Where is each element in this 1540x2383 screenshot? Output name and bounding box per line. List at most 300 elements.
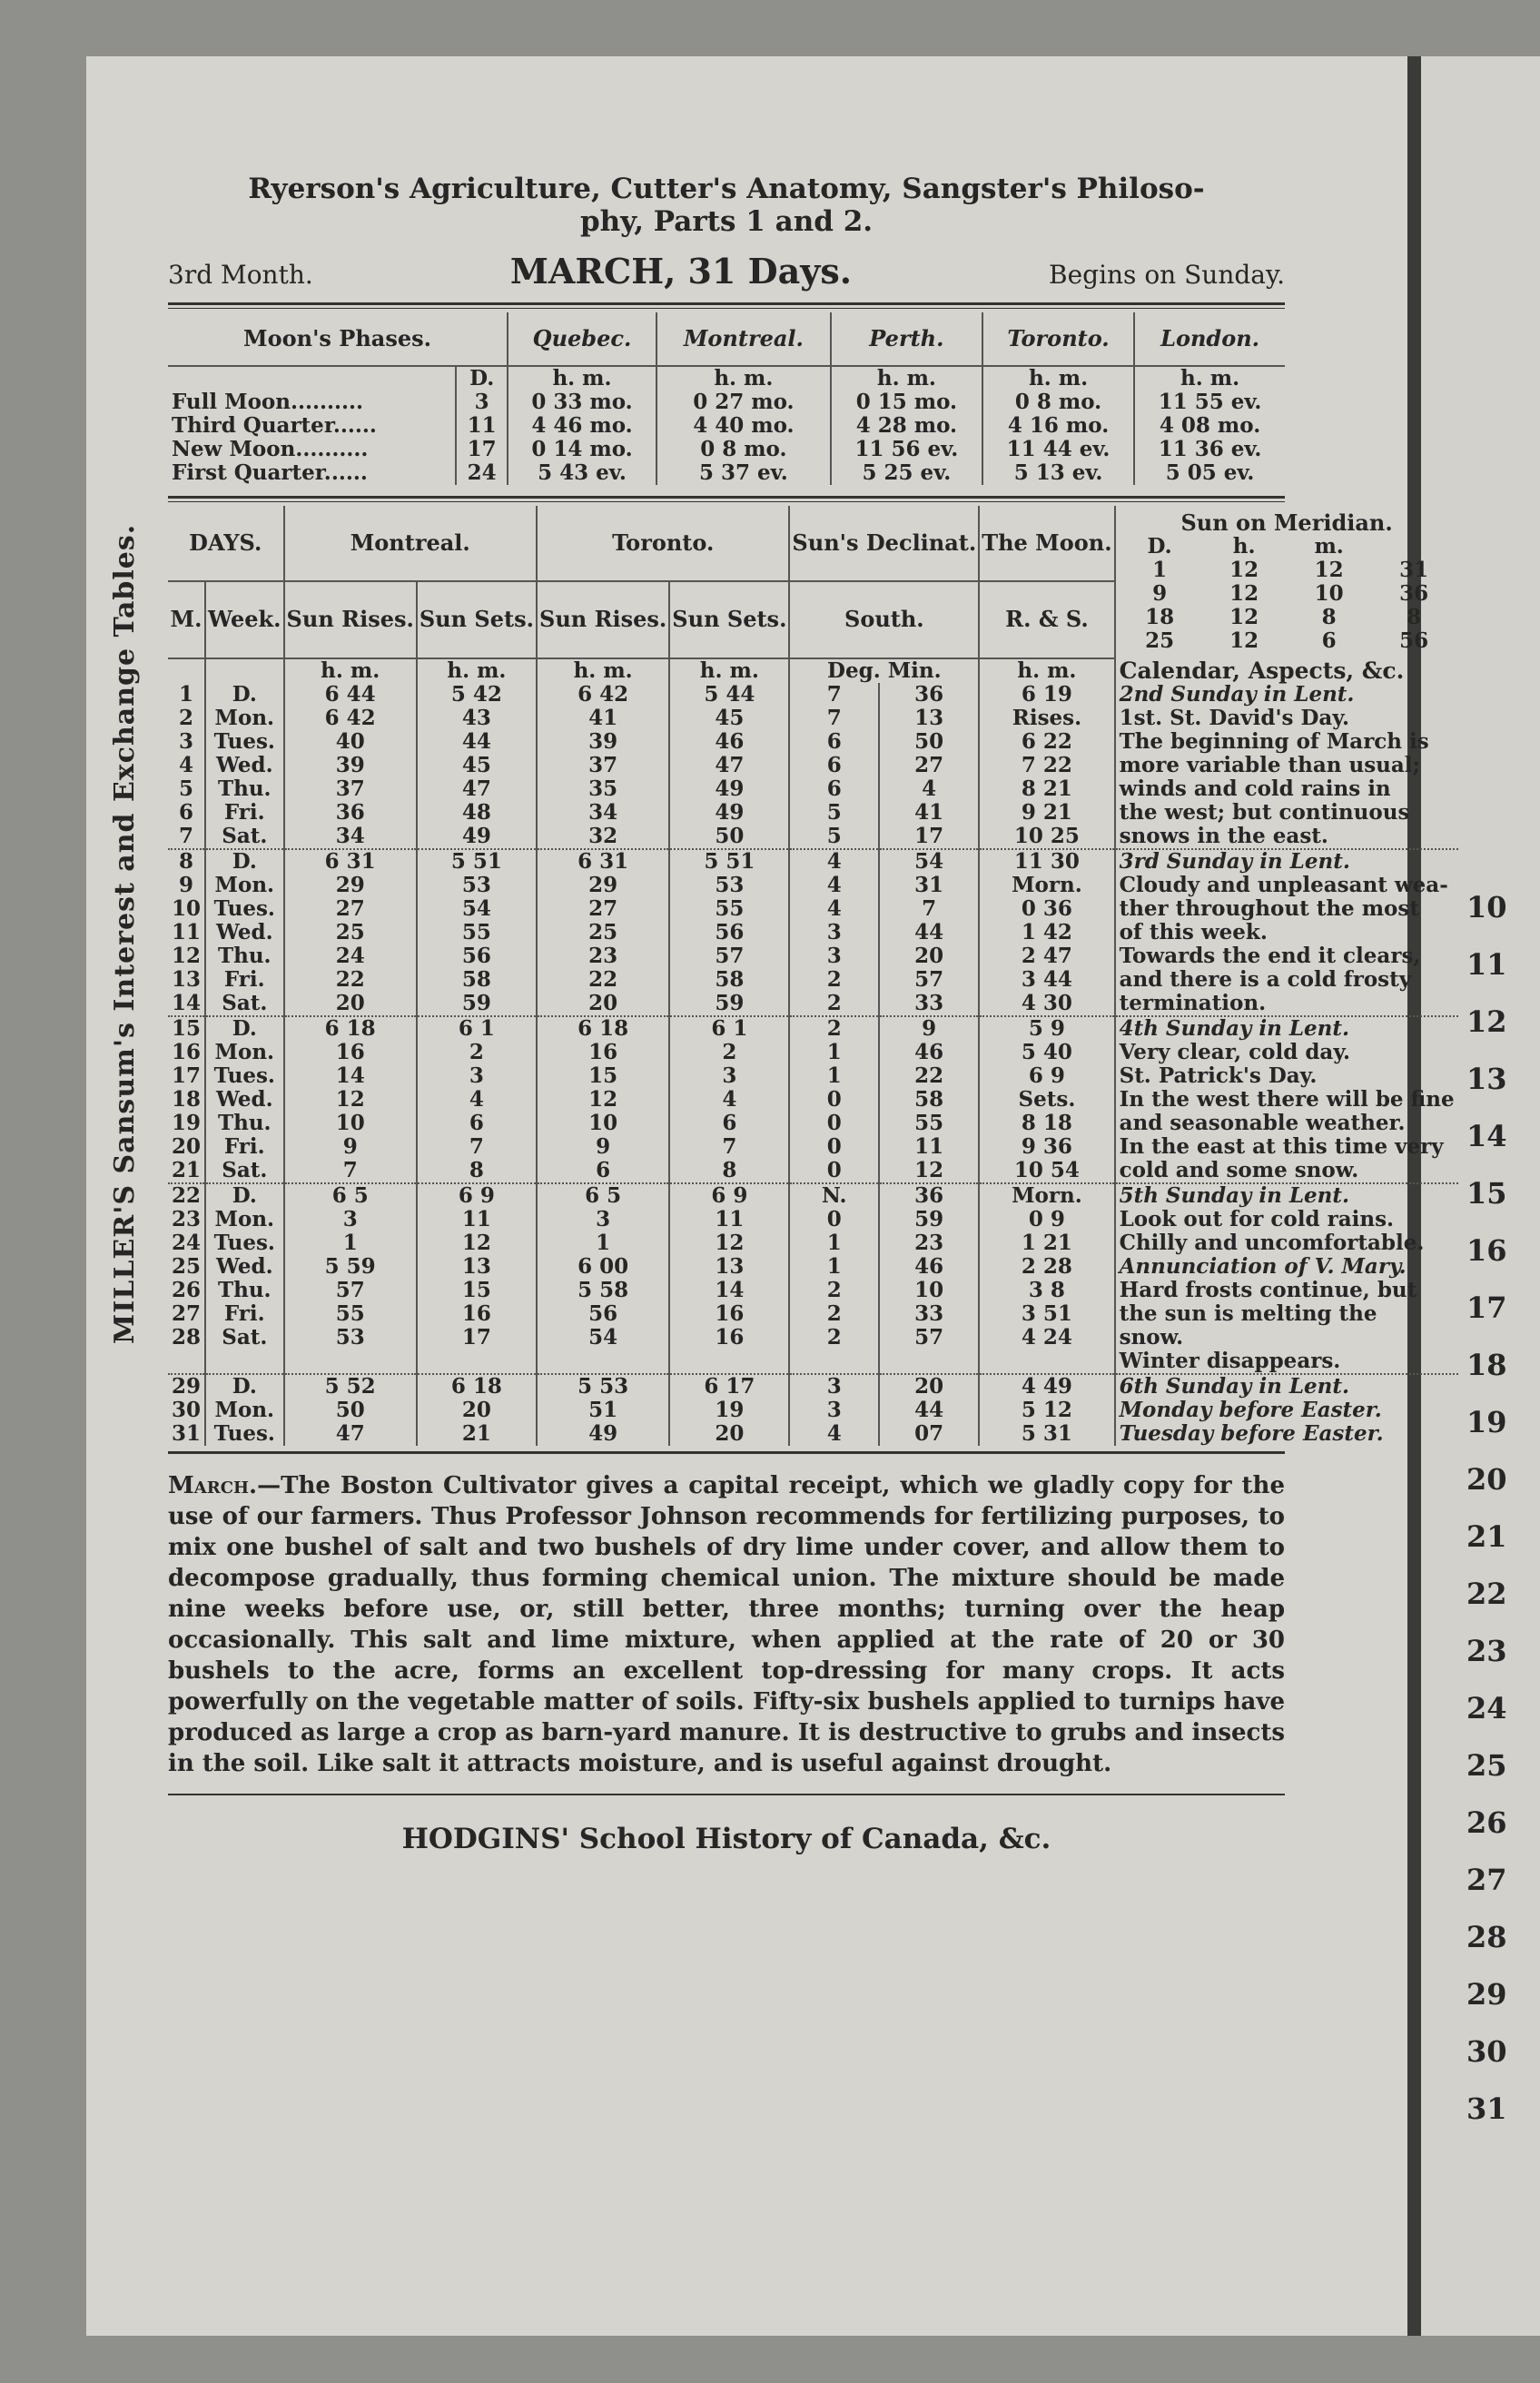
day-cell-ts: 53 <box>669 874 789 897</box>
facing-page-number: 15 <box>1466 1176 1507 1211</box>
phase-cell: 17 <box>456 438 508 461</box>
day-cell-dd: 6 <box>789 730 879 754</box>
day-cell-moon: 10 25 <box>979 825 1114 849</box>
day-cell-dm: 41 <box>879 801 979 825</box>
meridian-cell: 8 <box>1321 605 1337 629</box>
table-bottom-rule <box>168 1451 1285 1454</box>
day-cell-ts: 4 <box>669 1088 789 1112</box>
day-cell-m <box>168 1350 205 1374</box>
day-cell-tr: 5 53 <box>537 1374 669 1399</box>
day-cell-m: 30 <box>172 1398 202 1422</box>
day-cell-m: 23 <box>172 1207 202 1231</box>
day-row <box>168 1135 1458 1159</box>
day-row <box>168 1279 1458 1302</box>
day-cell-mr: 1 <box>284 1231 417 1255</box>
day-cell-w: Tues. <box>205 1422 284 1446</box>
day-row <box>168 874 1458 897</box>
facing-page-number: 14 <box>1466 1119 1507 1153</box>
day-cell-dm: 57 <box>879 1326 979 1350</box>
facing-page-number: 25 <box>1466 1748 1507 1783</box>
day-cell-moon: 11 30 <box>979 849 1114 874</box>
day-cell-moon: Sets. <box>979 1088 1114 1112</box>
unit-hm: h. m. <box>537 658 669 683</box>
day-cell-ms: 56 <box>417 944 537 968</box>
day-cell-mr: 6 31 <box>284 849 417 874</box>
day-cell-tr: 12 <box>537 1088 669 1112</box>
moon-phases-table <box>168 312 1285 485</box>
day-row <box>168 1041 1458 1064</box>
phase-cell: 5 25 ev. <box>831 461 982 485</box>
day-cell-moon: 3 51 <box>979 1302 1114 1326</box>
day-cell-ts: 59 <box>669 992 789 1016</box>
day-cell-ts: 8 <box>669 1159 789 1183</box>
day-cell-dm: 33 <box>879 992 979 1016</box>
facing-page-number: 20 <box>1466 1462 1507 1497</box>
day-row <box>168 1350 1458 1374</box>
day-cell-dm: 33 <box>879 1302 979 1326</box>
day-cell-ts: 14 <box>669 1279 789 1302</box>
day-cell-dd: 2 <box>789 1016 879 1041</box>
day-cell-ms: 12 <box>417 1231 537 1255</box>
phase-cell: 11 56 ev. <box>831 438 982 461</box>
side-advert: MILLER'S Sansum's Interest and Exchange Tables. <box>109 523 141 1344</box>
day-cell-dd: 2 <box>789 1302 879 1326</box>
day-cell-w: Fri. <box>205 801 284 825</box>
day-cell-mr: 39 <box>284 754 417 777</box>
day-cell-mr: 7 <box>284 1159 417 1183</box>
day-cell-ts: 46 <box>669 730 789 754</box>
day-cell-w: Wed. <box>205 921 284 944</box>
day-cell-note: Very clear, cold day. <box>1115 1041 1458 1064</box>
day-cell-note: Cloudy and unpleasant wea- <box>1115 874 1458 897</box>
day-cell-dd: 6 <box>789 777 879 801</box>
rs-header: R. & S. <box>979 581 1114 658</box>
day-row <box>168 1016 1458 1041</box>
day-cell-ms: 3 <box>417 1064 537 1088</box>
facing-page-number: 18 <box>1466 1348 1507 1382</box>
day-cell-tr: 27 <box>537 897 669 921</box>
day-cell-ms: 21 <box>417 1422 537 1446</box>
day-cell-w: D. <box>205 1016 284 1041</box>
facing-page-number: 28 <box>1466 1920 1507 1954</box>
header-line-2: phy, Parts 1 and 2. <box>579 205 874 238</box>
day-cell-dm: 54 <box>879 849 979 874</box>
day-cell-ts: 49 <box>669 777 789 801</box>
day-cell-dm: 20 <box>879 944 979 968</box>
day-cell-mr: 57 <box>284 1279 417 1302</box>
march-paragraph <box>168 1470 1285 1779</box>
day-cell-moon: 0 36 <box>979 897 1114 921</box>
day-cell-dm: 20 <box>879 1374 979 1399</box>
facing-page-number: 10 <box>1466 890 1507 925</box>
day-cell-m: 3 <box>179 729 194 754</box>
day-cell-dd: 4 <box>789 874 879 897</box>
day-cell-mr: 5 52 <box>284 1374 417 1399</box>
day-cell-mr: 53 <box>284 1326 417 1350</box>
phase-cell: First Quarter...... <box>172 460 368 485</box>
phase-cell: 0 8 mo. <box>656 438 831 461</box>
meridian-cell: 1 <box>1152 558 1168 582</box>
day-cell-ms: 47 <box>417 777 537 801</box>
day-cell-note: and seasonable weather. <box>1115 1112 1458 1135</box>
day-cell-note: winds and cold rains in <box>1115 777 1458 801</box>
facing-page-number: 26 <box>1466 1805 1507 1840</box>
day-cell-moon: 1 42 <box>979 921 1114 944</box>
day-cell-m: 8 <box>168 849 205 874</box>
day-row <box>168 1399 1458 1422</box>
meridian-cell: 6 <box>1321 628 1337 653</box>
day-cell-tr: 6 42 <box>537 683 669 707</box>
double-rule-2 <box>168 496 1285 502</box>
day-row <box>168 825 1458 849</box>
meridian-cell <box>1372 535 1456 559</box>
day-cell-moon: 4 24 <box>979 1326 1114 1350</box>
day-row <box>168 921 1458 944</box>
phase-col-header: Perth. <box>831 312 982 366</box>
day-cell-m: 14 <box>172 991 202 1015</box>
day-cell-moon: 9 36 <box>979 1135 1114 1159</box>
day-cell-ts: 12 <box>669 1231 789 1255</box>
day-row <box>168 777 1458 801</box>
day-cell-tr: 5 58 <box>537 1279 669 1302</box>
day-cell-ms: 16 <box>417 1302 537 1326</box>
day-cell-moon: Morn. <box>979 1183 1114 1208</box>
day-cell-ms: 5 51 <box>417 849 537 874</box>
day-cell-tr: 6 5 <box>537 1183 669 1208</box>
day-cell-ts: 49 <box>669 801 789 825</box>
facing-page-number: 16 <box>1466 1233 1507 1268</box>
day-cell-w: Mon. <box>205 1399 284 1422</box>
day-cell-ts: 3 <box>669 1064 789 1088</box>
day-row <box>168 1231 1458 1255</box>
day-cell-ms: 6 1 <box>417 1016 537 1041</box>
day-cell-tr: 1 <box>537 1231 669 1255</box>
phase-cell: New Moon.......... <box>172 437 369 461</box>
day-cell-dd: 5 <box>789 825 879 849</box>
meridian-cell: 56 <box>1399 628 1429 653</box>
day-cell-m: 15 <box>168 1016 205 1041</box>
day-cell-note: In the east at this time very <box>1115 1135 1458 1159</box>
day-cell-ms: 20 <box>417 1399 537 1422</box>
day-cell-ms: 6 <box>417 1112 537 1135</box>
day-cell-w: Thu. <box>205 1279 284 1302</box>
phase-row <box>168 438 1285 461</box>
phase-cell: 0 8 mo. <box>982 391 1134 414</box>
day-cell-m: 25 <box>172 1254 202 1279</box>
day-cell-moon: 1 21 <box>979 1231 1114 1255</box>
unit-hm: h. m. <box>669 658 789 683</box>
moon-header: The Moon. <box>979 506 1114 581</box>
day-cell-mr: 47 <box>284 1422 417 1446</box>
facing-page-number: 11 <box>1466 947 1507 982</box>
day-cell-ts: 6 <box>669 1112 789 1135</box>
toronto-header: Toronto. <box>537 506 789 581</box>
day-cell-dm: 4 <box>879 777 979 801</box>
meridian-cell: 10 <box>1314 581 1344 606</box>
phase-cell: 0 33 mo. <box>508 391 656 414</box>
day-cell-dd: 3 <box>789 1399 879 1422</box>
day-cell-mr: 5 59 <box>284 1255 417 1279</box>
day-cell-w: Mon. <box>205 1208 284 1231</box>
day-cell-note: the sun is melting the <box>1115 1302 1458 1326</box>
day-cell-moon: 5 31 <box>979 1422 1114 1446</box>
day-cell-ms: 54 <box>417 897 537 921</box>
day-cell-note: Tuesday before Easter. <box>1115 1422 1458 1446</box>
phase-cell: 24 <box>456 461 508 485</box>
day-cell-m: 1 <box>179 682 194 707</box>
day-cell-tr: 23 <box>537 944 669 968</box>
day-cell-mr: 6 44 <box>284 683 417 707</box>
day-cell-ms: 49 <box>417 825 537 849</box>
day-cell-ms: 4 <box>417 1088 537 1112</box>
day-cell-mr: 6 18 <box>284 1016 417 1041</box>
day-row <box>168 1374 1458 1399</box>
day-cell-m: 17 <box>172 1063 202 1088</box>
day-cell-w: Fri. <box>205 1302 284 1326</box>
day-cell-tr: 41 <box>537 707 669 730</box>
day-cell-ms: 53 <box>417 874 537 897</box>
meridian-cell: 12 <box>1229 605 1259 629</box>
day-cell-ts: 11 <box>669 1208 789 1231</box>
facing-page-number: 17 <box>1466 1290 1507 1325</box>
day-cell-tr: 49 <box>537 1422 669 1446</box>
day-cell-dd: 2 <box>789 992 879 1016</box>
meridian-cell <box>1115 506 1458 658</box>
meridian-cell: D. <box>1147 534 1172 559</box>
day-cell-mr: 20 <box>284 992 417 1016</box>
day-row <box>168 683 1458 707</box>
day-cell-dd: 2 <box>789 968 879 992</box>
day-row <box>168 968 1458 992</box>
day-cell-moon: Morn. <box>979 874 1114 897</box>
day-cell-ms: 2 <box>417 1041 537 1064</box>
day-cell-tr: 22 <box>537 968 669 992</box>
day-cell-note: snow. <box>1115 1326 1458 1350</box>
day-cell-w: D. <box>205 683 284 707</box>
day-cell-ts: 5 44 <box>669 683 789 707</box>
day-cell-dm: 46 <box>879 1041 979 1064</box>
day-cell-mr: 6 5 <box>284 1183 417 1208</box>
page-content <box>168 173 1455 1855</box>
day-cell-m: 26 <box>172 1278 202 1302</box>
day-cell-note: termination. <box>1115 992 1458 1016</box>
unit-hm: h. m. <box>284 658 417 683</box>
day-cell-ms: 44 <box>417 730 537 754</box>
day-cell-dm: 57 <box>879 968 979 992</box>
phase-cell: 4 08 mo. <box>1134 414 1285 438</box>
day-cell-moon: 5 40 <box>979 1041 1114 1064</box>
day-cell-ms: 45 <box>417 754 537 777</box>
day-cell-ms <box>417 1350 537 1374</box>
day-cell-dd: 0 <box>789 1208 879 1231</box>
day-cell-w: Tues. <box>205 1231 284 1255</box>
meridian-cell: 36 <box>1399 581 1429 606</box>
phase-row <box>168 414 1285 438</box>
day-cell-m: 29 <box>168 1374 205 1399</box>
day-row <box>168 992 1458 1016</box>
montreal-header: Montreal. <box>284 506 537 581</box>
day-cell-tr: 6 <box>537 1159 669 1183</box>
day-cell-ts: 16 <box>669 1326 789 1350</box>
day-cell-note: Chilly and uncomfortable. <box>1115 1231 1458 1255</box>
day-cell-mr: 37 <box>284 777 417 801</box>
day-cell-mr: 9 <box>284 1135 417 1159</box>
meridian-cell: 25 <box>1145 628 1175 653</box>
day-cell-ts: 6 1 <box>669 1016 789 1041</box>
day-cell-w: Tues. <box>205 897 284 921</box>
day-cell-moon: 8 18 <box>979 1112 1114 1135</box>
day-cell-moon: 4 30 <box>979 992 1114 1016</box>
phase-col-header: Moon's Phases. <box>168 312 508 366</box>
day-cell-ms: 11 <box>417 1208 537 1231</box>
day-cell-dd: 6 <box>789 754 879 777</box>
day-cell-m: 2 <box>179 706 194 730</box>
daily-table <box>168 506 1458 1446</box>
meridian-cell: 12 <box>1229 628 1259 653</box>
day-cell-dd: 7 <box>789 707 879 730</box>
day-cell-mr: 55 <box>284 1302 417 1326</box>
day-cell-ts <box>669 1350 789 1374</box>
day-cell-moon: 7 22 <box>979 754 1114 777</box>
header-line-1: Ryerson's Agriculture, Cutter's Anatomy, Sangster's Philoso- <box>248 173 1205 205</box>
paragraph-lead: March. <box>168 1472 258 1499</box>
day-cell-dd: 2 <box>789 1326 879 1350</box>
day-cell-mr: 14 <box>284 1064 417 1088</box>
day-cell-note: more variable than usual; <box>1115 754 1458 777</box>
meridian-cell: 9 <box>1152 581 1168 606</box>
day-cell-note: 3rd Sunday in Lent. <box>1115 849 1458 874</box>
day-cell-dm: 50 <box>879 730 979 754</box>
day-row <box>168 1088 1458 1112</box>
phase-col-header: London. <box>1134 312 1285 366</box>
day-cell-tr: 16 <box>537 1041 669 1064</box>
month-number: 3rd Month. <box>168 260 313 290</box>
phase-cell: 5 05 ev. <box>1134 461 1285 485</box>
day-row <box>168 707 1458 730</box>
day-cell-w: Wed. <box>205 1255 284 1279</box>
day-cell-tr: 51 <box>537 1399 669 1422</box>
day-cell-m: 9 <box>179 873 194 897</box>
day-cell-tr: 6 31 <box>537 849 669 874</box>
unit-hm: h. m. <box>417 658 537 683</box>
day-cell-dm: 11 <box>879 1135 979 1159</box>
day-cell-mr: 10 <box>284 1112 417 1135</box>
day-cell-moon: 2 47 <box>979 944 1114 968</box>
phase-cell: Third Quarter...... <box>172 413 377 438</box>
day-cell-ms: 5 42 <box>417 683 537 707</box>
day-cell-tr: 35 <box>537 777 669 801</box>
day-cell-note: Look out for cold rains. <box>1115 1208 1458 1231</box>
day-cell-dm: 17 <box>879 825 979 849</box>
day-cell-m: 11 <box>172 920 202 944</box>
day-cell-ms: 58 <box>417 968 537 992</box>
phase-cell: 5 13 ev. <box>982 461 1134 485</box>
day-cell-moon: 3 8 <box>979 1279 1114 1302</box>
day-cell-note: In the west there will be fine <box>1115 1088 1458 1112</box>
day-cell-note: Annunciation of V. Mary. <box>1115 1255 1458 1279</box>
day-cell-dm <box>879 1350 979 1374</box>
facing-page-number: 27 <box>1466 1863 1507 1897</box>
days-header: DAYS. <box>168 506 284 581</box>
day-cell-dm: 31 <box>879 874 979 897</box>
day-cell-dd: 4 <box>789 849 879 874</box>
day-cell-note: 1st. St. David's Day. <box>1115 707 1458 730</box>
day-cell-dd: 0 <box>789 1112 879 1135</box>
day-row <box>168 801 1458 825</box>
day-cell-dm: 27 <box>879 754 979 777</box>
day-cell-tr: 34 <box>537 801 669 825</box>
day-cell-mr: 29 <box>284 874 417 897</box>
day-cell-w: Wed. <box>205 1088 284 1112</box>
meridian-cell: m. <box>1314 534 1344 559</box>
day-cell-dd: 3 <box>789 1374 879 1399</box>
day-cell-m: 21 <box>172 1158 202 1182</box>
day-cell-moon <box>979 1350 1114 1374</box>
day-cell-dd: 2 <box>789 1279 879 1302</box>
day-cell-dm: 44 <box>879 1399 979 1422</box>
day-cell-w: Tues. <box>205 1064 284 1088</box>
day-cell-tr: 3 <box>537 1208 669 1231</box>
day-cell-dd: 7 <box>789 683 879 707</box>
day-cell-ts: 47 <box>669 754 789 777</box>
day-cell-moon: 6 9 <box>979 1064 1114 1088</box>
unit-hm: h. m. <box>979 658 1114 683</box>
day-row <box>168 1326 1458 1350</box>
day-cell-w: Mon. <box>205 1041 284 1064</box>
phase-col-header: Toronto. <box>982 312 1134 366</box>
day-cell-moon: 4 49 <box>979 1374 1114 1399</box>
day-cell-dd: 0 <box>789 1088 879 1112</box>
day-cell-mr: 3 <box>284 1208 417 1231</box>
day-row <box>168 944 1458 968</box>
day-cell-mr: 50 <box>284 1399 417 1422</box>
month-begins: Begins on Sunday. <box>1049 260 1285 290</box>
phase-cell: 0 15 mo. <box>831 391 982 414</box>
mtl-set-header: Sun Sets. <box>417 581 537 658</box>
facing-page-number: 30 <box>1466 2034 1507 2069</box>
day-cell-w: Tues. <box>205 730 284 754</box>
day-cell-dm: 59 <box>879 1208 979 1231</box>
day-cell-tr: 25 <box>537 921 669 944</box>
day-cell-m: 10 <box>172 896 202 921</box>
day-cell-m: 31 <box>172 1421 202 1446</box>
day-row <box>168 1159 1458 1183</box>
day-cell-w <box>205 1350 284 1374</box>
day-row <box>168 754 1458 777</box>
footer-rule <box>168 1794 1285 1795</box>
day-cell-note: 6th Sunday in Lent. <box>1115 1374 1458 1399</box>
day-cell-tr: 54 <box>537 1326 669 1350</box>
day-cell-dm: 12 <box>879 1159 979 1183</box>
day-cell-w: Fri. <box>205 968 284 992</box>
day-cell-dd: 1 <box>789 1064 879 1088</box>
day-cell-tr: 29 <box>537 874 669 897</box>
phase-col-header: Quebec. <box>508 312 656 366</box>
day-row <box>168 1064 1458 1088</box>
meridian-cell: 31 <box>1399 558 1429 582</box>
m-header: M. <box>168 581 205 658</box>
month-title: MARCH, 31 Days. <box>509 251 852 292</box>
tor-set-header: Sun Sets. <box>669 581 789 658</box>
phase-cell: 11 44 ev. <box>982 438 1134 461</box>
day-cell-moon: 10 54 <box>979 1159 1114 1183</box>
phase-row <box>168 461 1285 485</box>
declination-header: Sun's Declinat. <box>789 506 979 581</box>
day-row <box>168 849 1458 874</box>
phase-cell: 4 40 mo. <box>656 414 831 438</box>
day-cell-mr: 25 <box>284 921 417 944</box>
day-cell-mr <box>284 1350 417 1374</box>
